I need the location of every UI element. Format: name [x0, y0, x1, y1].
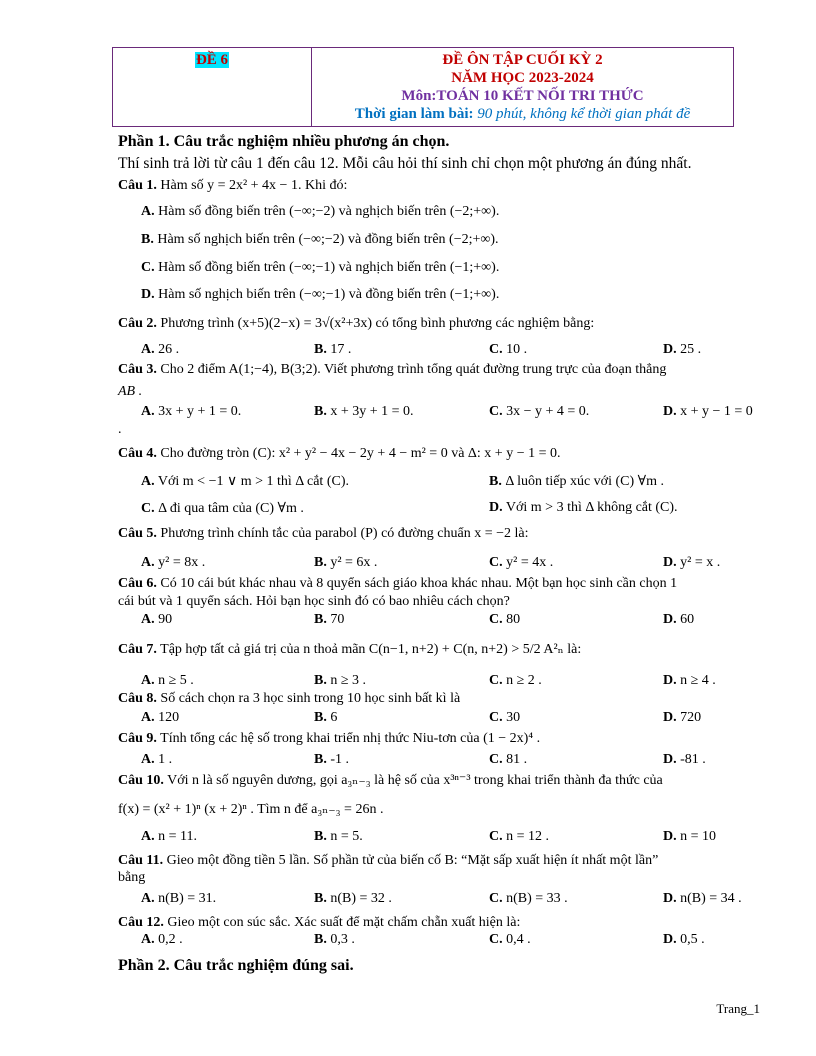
q8-option-d: D. 720	[663, 710, 702, 725]
q10-option-a: A. n = 11.	[141, 829, 198, 844]
question-10: Câu 10. Với n là số nguyên dương, gọi a₃ₙ₋₃ là hệ số của x³ⁿ⁻³ trong khai triển thành đa thức của	[118, 773, 663, 788]
question-6-cont: cái bút và 1 quyển sách. Hỏi bạn học sinh đó có bao nhiêu cách chọn?	[118, 594, 510, 609]
q4-option-d: D. Với m > 3 thì Δ không cắt (C).	[489, 500, 678, 515]
question-12: Câu 12. Gieo một con súc sắc. Xác suất để mặt chấm chẵn xuất hiện là:	[118, 915, 521, 930]
q10-option-c: C. n = 12 .	[489, 829, 550, 844]
q4-option-a: A. Với m < −1 ∨ m > 1 thì Δ cắt (C).	[141, 474, 349, 489]
question-11: Câu 11. Gieo một đồng tiền 5 lần. Số phần tử của biến cố B: “Mặt sấp xuất hiện ít nhất một lần”	[118, 853, 659, 868]
q6-option-c: C. 80	[489, 612, 521, 627]
q3-option-c: C. 3x − y + 4 = 0.	[489, 404, 590, 419]
q7-option-d: D. n ≥ 4 .	[663, 673, 716, 688]
q12-option-a: A. 0,2 .	[141, 932, 183, 947]
question-9: Câu 9. Tính tổng các hệ số trong khai triển nhị thức Niu-tơn của (1 − 2x)⁴ .	[118, 731, 541, 746]
q2-option-b: B. 17 .	[314, 342, 352, 357]
q7-option-c: C. n ≥ 2 .	[489, 673, 542, 688]
part1-intro: Thí sinh trả lời từ câu 1 đến câu 12. Mỗi câu hỏi thí sinh chỉ chọn một phương án đúng nhất.	[118, 155, 692, 172]
subject: Môn:TOÁN 10 KẾT NỐI TRI THỨC	[401, 88, 644, 104]
school-year: NĂM HỌC 2023-2024	[451, 70, 594, 86]
q5-option-b: B. y² = 6x .	[314, 555, 378, 570]
q5-option-a: A. y² = 8x .	[141, 555, 206, 570]
q3-trailing-dot: .	[118, 422, 122, 437]
question-7: Câu 7. Tập hợp tất cả giá trị của n thoả mãn C(n−1, n+2) + C(n, n+2) > 5/2 A²ₙ là:	[118, 642, 582, 657]
question-8: Câu 8. Số cách chọn ra 3 học sinh trong 10 học sinh bất kì là	[118, 691, 461, 706]
q6-option-a: A. 90	[141, 612, 173, 627]
q9-option-d: D. -81 .	[663, 752, 706, 767]
q1-option-d: D. Hàm số nghịch biến trên (−∞;−1) và đồng biến trên (−1;+∞).	[141, 287, 500, 302]
question-1: Câu 1. Hàm số y = 2x² + 4x − 1. Khi đó:	[118, 178, 348, 193]
q3-option-d: D. x + y − 1 = 0	[663, 404, 753, 419]
q3-option-a: A. 3x + y + 1 = 0.	[141, 404, 242, 419]
q5-option-d: D. y² = x .	[663, 555, 721, 570]
question-10-cont: f(x) = (x² + 1)ⁿ (x + 2)ⁿ . Tìm n để a₃ₙ₋₃ = 26n .	[118, 802, 384, 817]
q2-option-a: A. 26 .	[141, 342, 180, 357]
q1-option-c: C. Hàm số đồng biến trên (−∞;−1) và nghịch biến trên (−1;+∞).	[141, 260, 500, 275]
q8-option-c: C. 30	[489, 710, 521, 725]
q10-option-b: B. n = 5.	[314, 829, 363, 844]
question-6: Câu 6. Có 10 cái bút khác nhau và 8 quyển sách giáo khoa khác nhau. Một bạn học sinh cần chọn 1	[118, 576, 678, 591]
q8-option-b: B. 6	[314, 710, 338, 725]
q9-option-b: B. -1 .	[314, 752, 350, 767]
page-number: Trang_1	[716, 1001, 760, 1016]
q4-option-b: B. Δ luôn tiếp xúc với (C) ∀m .	[489, 474, 664, 489]
q9-option-c: C. 81 .	[489, 752, 528, 767]
header-left-cell	[113, 48, 312, 126]
q11-option-a: A. n(B) = 31.	[141, 891, 217, 906]
q7-option-b: B. n ≥ 3 .	[314, 673, 367, 688]
header-right-cell	[312, 48, 733, 126]
q12-option-b: B. 0,3 .	[314, 932, 355, 947]
question-3: Câu 3. Cho 2 điểm A(1;−4), B(3;2). Viết phương trình tổng quát đường trung trực của đoạn thẳng	[118, 362, 667, 377]
q11-option-b: B. n(B) = 32 .	[314, 891, 392, 906]
q11-option-d: D. n(B) = 34 .	[663, 891, 742, 906]
q3-option-b: B. x + 3y + 1 = 0.	[314, 404, 414, 419]
question-3-cont: AB .	[118, 384, 143, 399]
time-limit: Thời gian làm bài: 90 phút, không kể thời gian phát đề	[354, 106, 691, 122]
question-4: Câu 4. Cho đường tròn (C): x² + y² − 4x − 2y + 4 − m² = 0 và Δ: x + y − 1 = 0.	[118, 446, 561, 461]
q7-option-a: A. n ≥ 5 .	[141, 673, 194, 688]
part2-title: Phần 2. Câu trắc nghiệm đúng sai.	[118, 957, 354, 974]
q10-option-d: D. n = 10	[663, 829, 717, 844]
q8-option-a: A. 120	[141, 710, 180, 725]
question-11-cont: bằng	[118, 870, 146, 885]
question-2: Câu 2. Phương trình (x+5)(2−x) = 3√(x²+3x) có tổng bình phương các nghiệm bằng:	[118, 316, 595, 331]
q5-option-c: C. y² = 4x .	[489, 555, 554, 570]
q6-option-b: B. 70	[314, 612, 345, 627]
q12-option-d: D. 0,5 .	[663, 932, 705, 947]
q6-option-d: D. 60	[663, 612, 695, 627]
q11-option-c: C. n(B) = 33 .	[489, 891, 568, 906]
q12-option-c: C. 0,4 .	[489, 932, 531, 947]
exam-code: ĐỀ 6	[195, 52, 229, 68]
q1-option-b: B. Hàm số nghịch biến trên (−∞;−2) và đồng biến trên (−2;+∞).	[141, 232, 499, 247]
q2-option-c: C. 10 .	[489, 342, 528, 357]
exam-title: ĐỀ ÔN TẬP CUỐI KỲ 2	[442, 52, 603, 68]
q4-option-c: C. Δ đi qua tâm của (C) ∀m .	[141, 501, 304, 516]
part1-title: Phần 1. Câu trắc nghiệm nhiều phương án chọn.	[118, 133, 450, 150]
q1-option-a: A. Hàm số đồng biến trên (−∞;−2) và nghịch biến trên (−2;+∞).	[141, 204, 500, 219]
question-5: Câu 5. Phương trình chính tắc của parabol (P) có đường chuẩn x = −2 là:	[118, 526, 529, 541]
q9-option-a: A. 1 .	[141, 752, 173, 767]
q2-option-d: D. 25 .	[663, 342, 702, 357]
header-table	[112, 47, 734, 127]
